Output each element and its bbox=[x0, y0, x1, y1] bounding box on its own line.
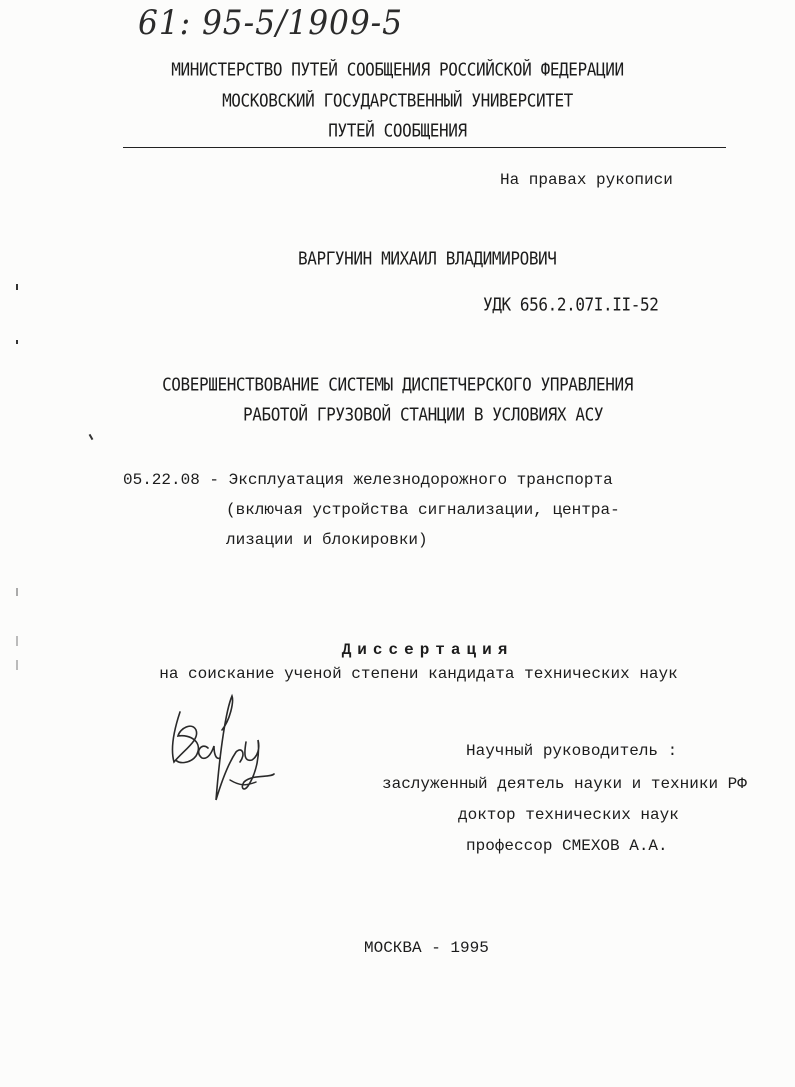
archive-code-handwritten: 61: 95-5/1909-5 bbox=[138, 3, 403, 43]
specialty-line-2: (включая устройства сигнализации, центра- bbox=[226, 501, 620, 519]
author-signature bbox=[160, 690, 300, 820]
scan-mark bbox=[16, 340, 18, 344]
udc-code: УДК 656.2.07I.II-52 bbox=[483, 293, 659, 316]
supervisor-label: Научный руководитель : bbox=[466, 742, 678, 760]
thesis-title-line-2: РАБОТОЙ ГРУЗОВОЙ СТАНЦИИ В УСЛОВИЯХ АСУ bbox=[243, 403, 604, 426]
university-line-2: ПУТЕЙ СООБЩЕНИЯ bbox=[328, 119, 467, 142]
specialty-line-1: 05.22.08 - Эксплуатация железнодорожного транспорта bbox=[123, 471, 613, 489]
university-line-1: МОСКОВСКИЙ ГОСУДАРСТВЕННЫЙ УНИВЕРСИТЕТ bbox=[222, 89, 573, 112]
dissertation-heading: Диссертация bbox=[341, 641, 514, 659]
scan-mark bbox=[16, 284, 18, 290]
manuscript-rights: На правах рукописи bbox=[500, 171, 673, 189]
scan-mark bbox=[89, 434, 94, 440]
author-name: ВАРГУНИН МИХАИЛ ВЛАДИМИРОВИЧ bbox=[298, 247, 557, 270]
ministry-line: МИНИСТЕРСТВО ПУТЕЙ СООБЩЕНИЯ РОССИЙСКОЙ ФЕДЕРАЦИИ bbox=[171, 58, 624, 81]
scan-mark bbox=[16, 636, 18, 646]
specialty-line-3: лизации и блокировки) bbox=[226, 531, 428, 549]
supervisor-title: заслуженный деятель науки и техники РФ bbox=[382, 775, 747, 793]
thesis-title-line-1: СОВЕРШЕНСТВОВАНИЕ СИСТЕМЫ ДИСПЕТЧЕРСКОГО УПРАВЛЕНИЯ bbox=[162, 373, 633, 396]
dissertation-subtitle: на соискание ученой степени кандидата технических наук bbox=[159, 665, 678, 683]
city-year: МОСКВА - 1995 bbox=[364, 939, 489, 957]
scan-mark bbox=[16, 588, 18, 596]
supervisor-name: профессор СМЕХОВ А.А. bbox=[466, 837, 668, 855]
scan-mark bbox=[16, 660, 18, 670]
supervisor-degree: доктор технических наук bbox=[458, 806, 679, 824]
header-divider bbox=[123, 147, 726, 148]
